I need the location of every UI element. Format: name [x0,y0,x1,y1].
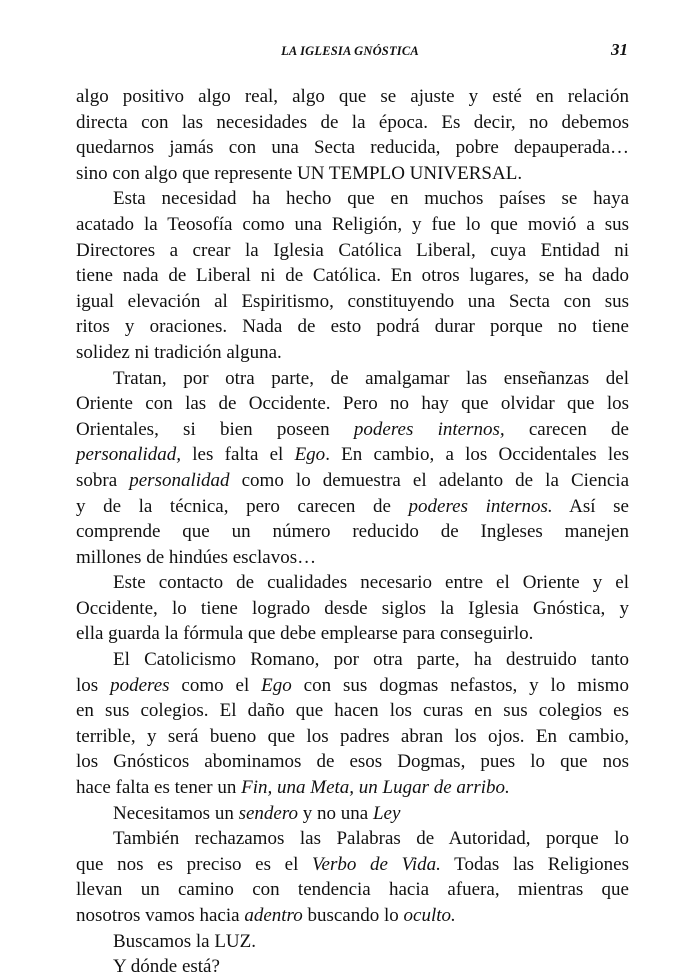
text-line [76,596,629,622]
text-run: carecen de [504,418,629,440]
italic-text: Verbo de Vida. [312,853,441,875]
text-line [76,519,629,545]
text-run: los [76,674,111,696]
running-header-title: LA IGLESIA GNÓSTICA [281,44,419,58]
text-run: tiene nada de Liberal ni de Católica. En otros lugares, se ha dado [76,265,629,287]
text-run: algo positivo algo real, algo que se ajuste y esté en relación [76,86,629,107]
text-run: ritos y oraciones. Nada de esto podrá durar porque no tiene [76,316,629,338]
text-run: Así se [552,495,629,517]
text-run: Y dónde está? [113,956,220,978]
text-run: Buscamos la LUZ. [113,930,257,952]
text-run: Todas las Religiones [440,853,629,875]
text-line [76,417,629,443]
text-run: les falta el [181,444,295,466]
text-line [76,212,629,238]
text-line [76,570,629,596]
italic-text: personalidad [129,469,230,491]
text-run: comprende que un número reducido de Ingleses manejen [76,521,629,543]
text-line [76,801,629,827]
text-line [76,84,629,110]
text-run: Orientales, si bien poseen [76,418,354,440]
text-run: quedarnos jamás con una Secta reducida, pobre depauperada… [76,137,629,159]
text-run: acatado la Teosofía como una Religión, y fue lo que movió a sus [76,213,629,235]
text-run: sobra [76,469,130,491]
text-run: . En cambio, a los Occidentales les [325,444,629,466]
text-run: solidez ni tradición alguna. [76,341,282,363]
text-run: Tratan, por otra parte, de amalgamar las enseñanzas del [113,367,629,389]
text-line [76,110,629,136]
text-run: Necesitamos un [113,802,239,824]
text-run: como el [169,674,262,696]
text-line [76,724,629,750]
text-line [76,673,629,699]
italic-text: personalidad, [76,444,182,466]
text-run: terrible, y será bueno que los padres abran los ojos. En cambio, [76,725,629,747]
italic-text: Fin, una Meta, un Lugar de arribo. [241,777,510,799]
italic-text: poderes internos, [353,418,505,440]
text-run: y de la técnica, pero carecen de [76,495,409,517]
italic-text: poderes internos. [408,495,553,517]
text-line [76,340,629,366]
italic-text: Ego [261,674,292,696]
text-run: Oriente con las de Occidente. Pero no hay que olvidar que los [76,393,629,415]
text-run: Directores a crear la Iglesia Católica Liberal, cuya Entidad ni [76,239,629,261]
italic-text: Ley [372,802,401,824]
text-run: millones de hindúes esclavos… [76,546,317,568]
italic-text: adentro [244,905,303,926]
text-line [76,238,629,264]
text-run: sino con algo que represente UN TEMPLO UNIVERSAL. [76,162,523,184]
text-line [76,929,629,955]
text-line [76,186,629,212]
text-line [76,954,629,980]
text-run: directa con las necesidades de la época. Es decir, no debemos [76,111,629,133]
text-run: los Gnósticos abominamos de esos Dogmas, pues lo que nos [76,751,629,773]
text-run: en sus colegios. El daño que hacen los curas en sus colegios es [76,700,629,722]
text-run: hace falta es tener un [76,777,242,799]
text-line [76,775,629,801]
italic-text: oculto. [403,905,456,926]
italic-text: Ego [294,444,326,466]
text-line [76,621,629,647]
text-line [76,391,629,417]
text-line [76,826,629,852]
text-line [76,852,629,878]
text-line [76,161,629,187]
text-line [76,698,629,724]
text-run: que nos es preciso es el [76,853,313,875]
text-line [76,263,629,289]
text-line [76,749,629,775]
text-line [76,647,629,673]
text-line [76,468,629,494]
text-run: nosotros vamos hacia [76,905,245,926]
text-run: llevan un camino con tendencia hacia afuera, mientras que [76,879,629,901]
text-line [76,442,629,468]
text-line [76,314,629,340]
text-line [76,494,629,520]
page-number: 31 [611,40,628,59]
body-text [76,84,629,980]
text-run: como lo demuestra el adelanto de la Ciencia [229,469,630,491]
text-run: ella guarda la fórmula que debe emplearse para conseguirlo. [76,623,534,645]
text-line [76,877,629,903]
text-line [76,366,629,392]
text-run: con sus dogmas nefastos, y lo mismo [291,674,629,696]
text-run: buscando lo [302,905,404,926]
text-run: El Catolicismo Romano, por otra parte, ha destruido tanto [113,649,629,671]
text-line [76,903,629,929]
text-run: y no una [298,802,373,824]
text-line [76,135,629,161]
text-line [76,289,629,315]
text-line [76,545,629,571]
italic-text: sendero [238,802,299,824]
text-run: Occidente, lo tiene logrado desde siglos la Iglesia Gnóstica, y [76,597,629,619]
text-run: También rechazamos las Palabras de Autoridad, porque lo [113,828,629,850]
text-run: Esta necesidad ha hecho que en muchos países se haya [113,188,629,210]
text-run: Este contacto de cualidades necesario entre el Oriente y el [113,572,629,594]
italic-text: poderes [110,674,170,696]
text-run: igual elevación al Espiritismo, constituyendo una Secta con sus [76,290,629,312]
